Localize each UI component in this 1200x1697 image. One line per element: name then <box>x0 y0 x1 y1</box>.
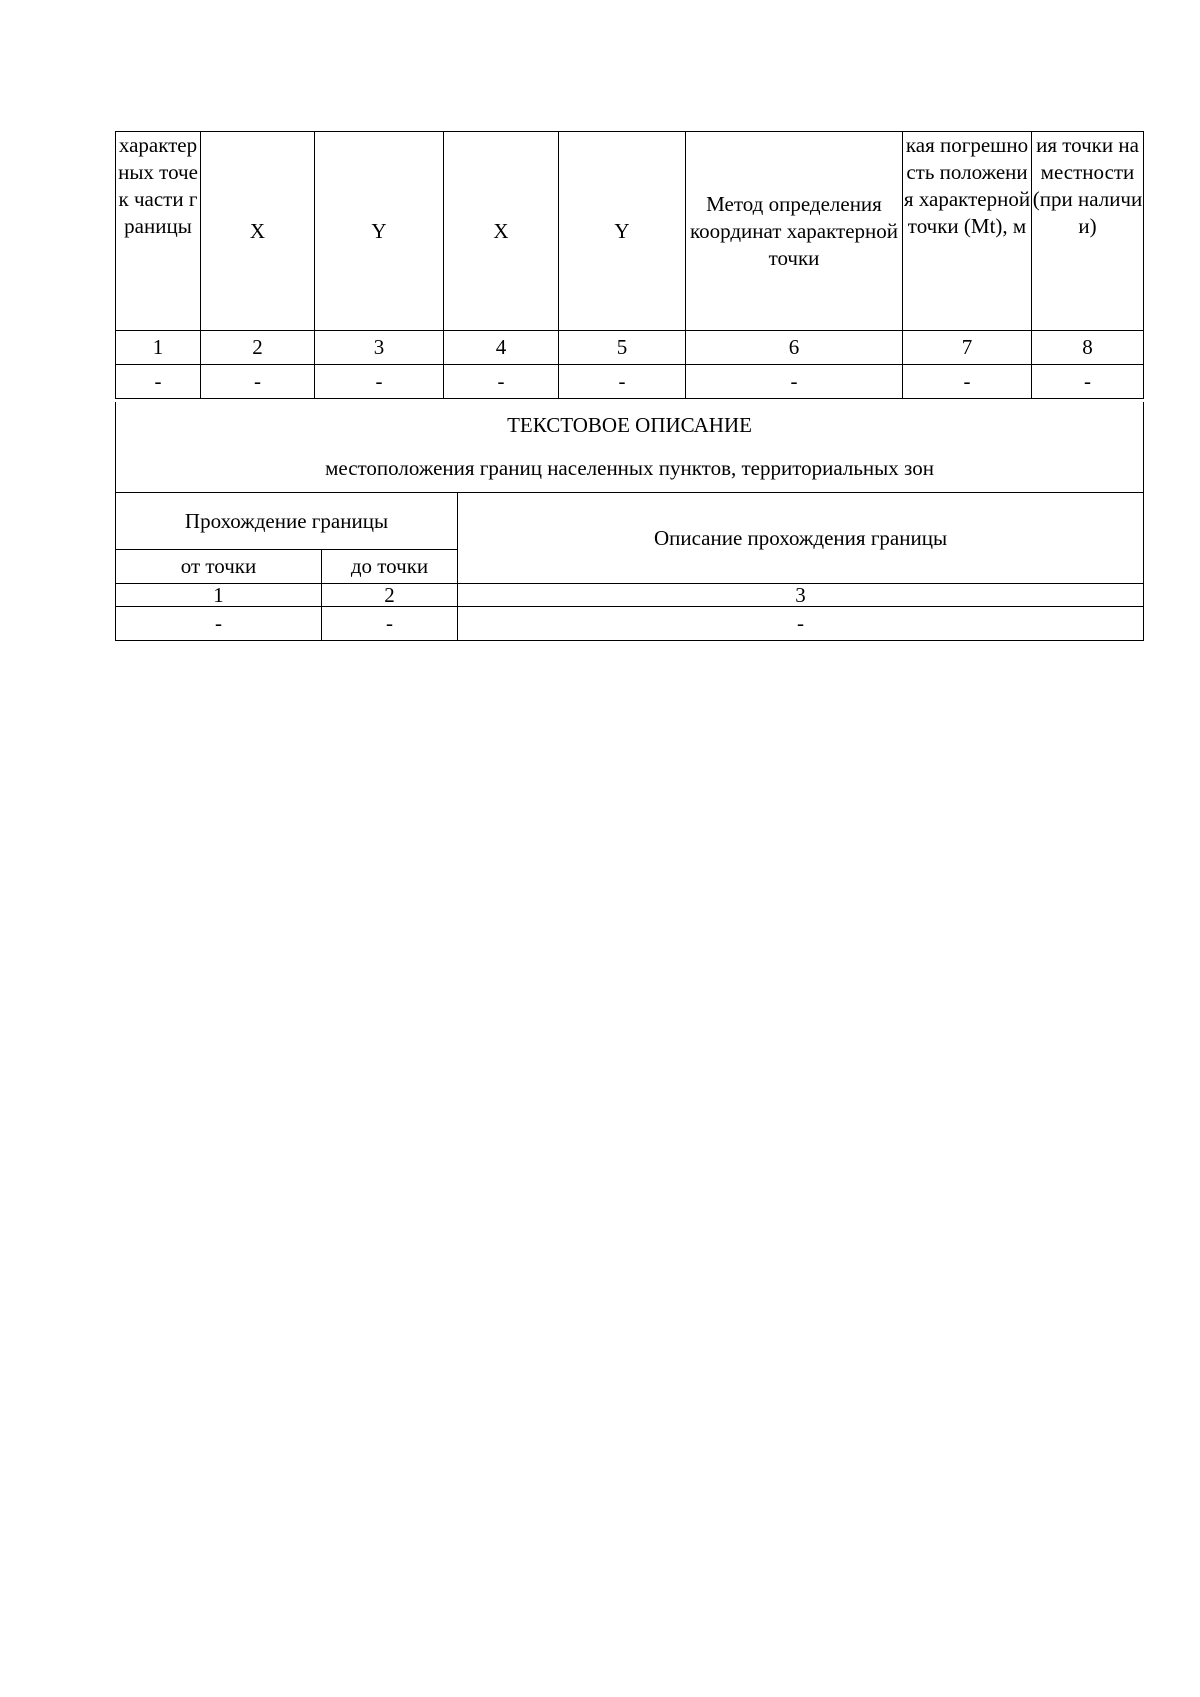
column-number: 2 <box>201 331 315 365</box>
header-y-existing: Y <box>371 218 387 243</box>
section-title: ТЕКСТОВОЕ ОПИСАНИЕ <box>507 413 752 437</box>
description-title-row <box>116 402 1144 493</box>
header-x-existing: X <box>249 218 266 243</box>
column-number: 4 <box>444 331 559 365</box>
table-cell: - <box>201 365 315 399</box>
boundary-description-table <box>115 402 1144 641</box>
description-header: Описание прохождения границы <box>458 493 1144 584</box>
column-number: 1 <box>116 584 322 607</box>
header-cell <box>315 132 444 331</box>
header-cell <box>1032 132 1144 331</box>
table-cell: - <box>116 365 201 399</box>
table-cell: - <box>903 365 1032 399</box>
passage-header-row <box>116 493 1144 550</box>
column-number: 6 <box>686 331 903 365</box>
header-cell <box>201 132 315 331</box>
coordinates-header-row <box>116 132 1144 331</box>
header-cell <box>444 132 559 331</box>
table-cell: - <box>116 607 322 641</box>
section-subtitle: местоположения границ населенных пунктов, территориальных зон <box>325 456 934 480</box>
table-cell: - <box>315 365 444 399</box>
table-cell: - <box>458 607 1144 641</box>
column-number: 3 <box>315 331 444 365</box>
column-number: 7 <box>903 331 1032 365</box>
header-x-new: X <box>493 218 509 243</box>
passage-header: Прохождение границы <box>116 493 458 550</box>
header-error: кая погрешность положения характерной точки (Mt), м <box>903 133 1031 238</box>
table-cell: - <box>686 365 903 399</box>
table-cell: - <box>1032 365 1144 399</box>
header-method: Метод определения координат характерной точки <box>690 191 898 270</box>
column-number: 8 <box>1032 331 1144 365</box>
column-number: 1 <box>116 331 201 365</box>
header-point-description: ия точки на местности (при наличии) <box>1032 133 1143 238</box>
header-cell <box>116 132 201 331</box>
description-value-row <box>116 607 1144 641</box>
header-point-part-boundary: характерных точек части границы <box>118 133 198 238</box>
header-y-new: Y <box>614 218 630 243</box>
table-cell: - <box>559 365 686 399</box>
coordinates-value-row <box>116 365 1144 399</box>
from-point-header: от точки <box>116 550 322 584</box>
column-number: 3 <box>458 584 1144 607</box>
column-number: 5 <box>559 331 686 365</box>
header-cell <box>903 132 1032 331</box>
coordinates-table <box>115 131 1144 399</box>
table-cell: - <box>444 365 559 399</box>
column-number: 2 <box>322 584 458 607</box>
header-cell <box>686 132 903 331</box>
to-point-header: до точки <box>322 550 458 584</box>
coordinates-number-row <box>116 331 1144 365</box>
header-cell <box>559 132 686 331</box>
table-cell: - <box>322 607 458 641</box>
description-title-cell <box>116 402 1144 493</box>
description-number-row <box>116 584 1144 607</box>
